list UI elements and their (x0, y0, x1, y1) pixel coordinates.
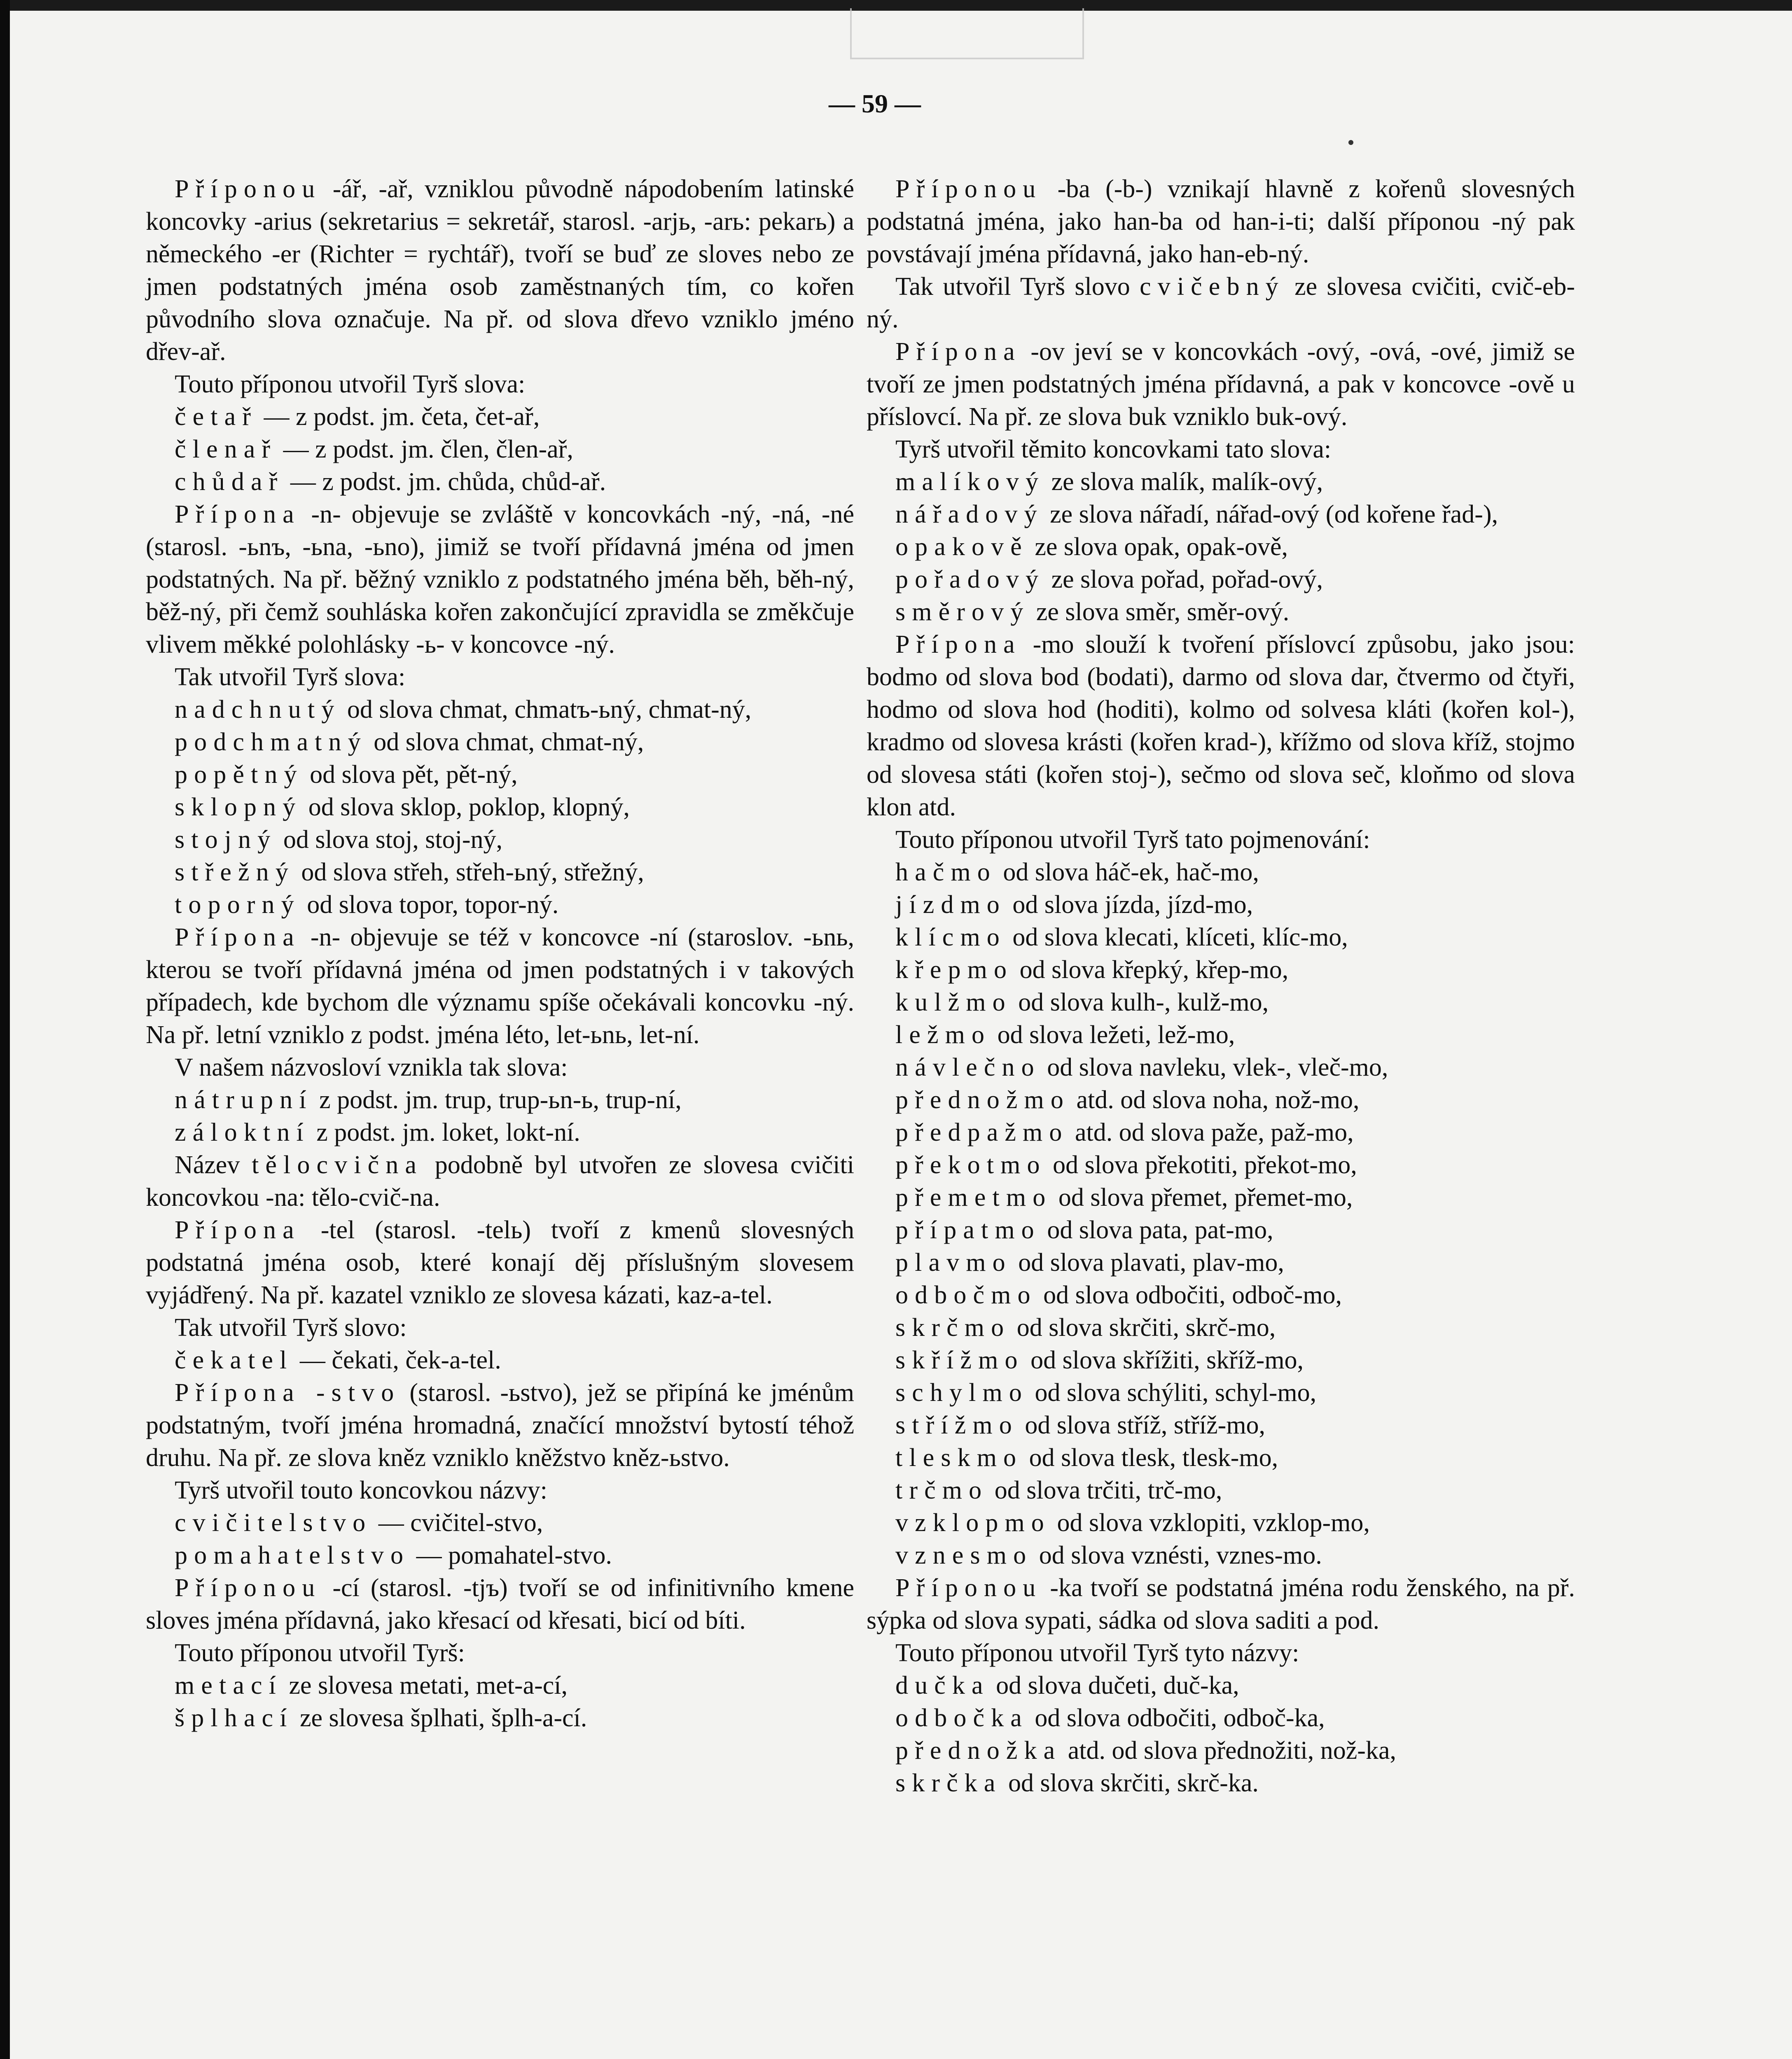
paragraph (146, 759, 854, 791)
spaced-term: Příponou (175, 1574, 322, 1602)
paragraph-text: od slova vzklopiti, vzklop-mo, (1050, 1509, 1370, 1537)
paragraph-text: V našem názvosloví vznikla tak slova: (175, 1053, 568, 1081)
paragraph (867, 1507, 1575, 1539)
paragraph (146, 1377, 854, 1474)
paragraph (146, 1539, 854, 1572)
paragraph-text: — z podst. jm. chůda, chůd-ař. (284, 468, 606, 496)
paragraph-text: z podst. jm. loket, lokt-ní. (310, 1118, 580, 1146)
spaced-term: Příponou (895, 1574, 1042, 1602)
spaced-term: metací (175, 1671, 283, 1699)
paragraph (867, 1312, 1575, 1344)
spaced-term: skrčka (895, 1769, 1002, 1797)
paragraph-text: od slova pět, pět-ný, (303, 761, 518, 789)
paragraph (146, 1669, 854, 1702)
paragraph (867, 531, 1575, 563)
paragraph (146, 498, 854, 661)
paragraph (146, 889, 854, 921)
paragraph (867, 1409, 1575, 1442)
spaced-term: sklopný (175, 793, 302, 821)
paragraph-text: ze slovesa cvičiti, cvič-eb-ný. (867, 273, 1575, 333)
paragraph (867, 433, 1575, 466)
print-speck (1348, 140, 1353, 145)
paragraph (867, 1669, 1575, 1702)
paragraph-text: Tak utvořil Tyrš slova: (175, 663, 406, 691)
paragraph-text: ze slovesa metati, met-a-cí, (282, 1671, 568, 1699)
paragraph-text: ze slova opak, opak-ově, (1028, 533, 1288, 561)
paragraph-text: Tak utvořil Tyrš slovo (895, 273, 1140, 301)
paragraph-text: od slova tlesk, tlesk-mo, (1023, 1444, 1278, 1472)
paragraph-text: -ář, -ař, vzniklou původně nápodobením latinské koncovky -arius (sekretarius = sekretář, starosl. -arjь, -arь: pekarь) a německého -er (Richter = rychtář), tvoří se buď ze sloves nebo ze jmen podstatných jména osob zaměstnaných tím, co kořen původního slova označuje. Na př. od slova dřevo vzniklo jméno dřev-ař. (146, 175, 854, 366)
spaced-term: skřížmo (895, 1346, 1024, 1374)
paragraph (146, 1474, 854, 1507)
paragraph-text: — pomahatel-stvo. (410, 1541, 612, 1569)
paragraph (867, 628, 1575, 824)
spaced-term: chůdař (175, 468, 284, 496)
paragraph-text: (starosl. -ьstvo), jež se připíná ke jménům podstatným, tvoří jména hromadná, značící množství bytostí téhož druhu. Na př. ze slova kněz vzniklo kněžstvo kněz-ьstvo. (146, 1379, 854, 1472)
spaced-term: členař (175, 435, 277, 463)
spaced-term: nářadový (895, 500, 1044, 528)
spaced-term: nátrupní (175, 1086, 313, 1114)
paragraph (146, 368, 854, 401)
paragraph (867, 921, 1575, 954)
paragraph-text: od slova přemet, přemet-mo, (1052, 1184, 1353, 1212)
paragraph (867, 1051, 1575, 1084)
spaced-term: schylmo (895, 1379, 1028, 1407)
paragraph (867, 1637, 1575, 1669)
paragraph (867, 173, 1575, 271)
binding-mark (850, 8, 1084, 59)
spaced-term: Přípona (175, 923, 301, 951)
paragraph (867, 336, 1575, 433)
paragraph-text: ze slova směr, směr-ový. (1030, 598, 1290, 626)
paragraph-text: od slova dučeti, duč-ka, (989, 1671, 1239, 1699)
paragraph (146, 1214, 854, 1312)
paragraph (867, 1344, 1575, 1377)
paragraph-text: od slova chmat, chmatъ-ьný, chmat-ný, (341, 696, 752, 724)
paragraph-text: od slova skrčiti, skrč-ka. (1002, 1769, 1259, 1797)
spaced-term: pořadový (895, 565, 1045, 593)
paragraph (146, 466, 854, 498)
paragraph (867, 466, 1575, 498)
paragraph-text: od slova kulh-, kulž-mo, (1012, 988, 1269, 1016)
paragraph (867, 1735, 1575, 1767)
paragraph-text: od slova vznésti, vznes-mo. (1033, 1541, 1322, 1569)
paragraph-text: -cí (starosl. -tjъ) tvoří se od infinitivního kmene sloves jména přídavná, jako křesací od křesati, bicí od bíti. (146, 1574, 854, 1634)
paragraph-text: Tak utvořil Tyrš slovo: (175, 1314, 407, 1342)
paragraph-text: ze slova pořad, pořad-ový, (1045, 565, 1323, 593)
paragraph-text: od slova skřížiti, skříž-mo, (1024, 1346, 1304, 1374)
spaced-term: toporný (175, 891, 301, 919)
paragraph-text: od slova chmat, chmat-ný, (367, 728, 644, 756)
paragraph-text: -tel (starosl. -telь) tvoří z kmenů slovesných podstatná jména osob, které konají děj příslušným slovesem vyjádřený. Na př. kazatel vzniklo ze slovesa kázati, kaz-a-tel. (146, 1216, 854, 1309)
paragraph-text: — z podst. jm. člen, člen-ař, (277, 435, 573, 463)
paragraph (867, 1181, 1575, 1214)
spaced-term: přemetmo (895, 1184, 1052, 1212)
page-number: — 59 — (829, 89, 921, 118)
spaced-term: hačmo (895, 858, 997, 886)
paragraph (867, 1149, 1575, 1181)
right-text-column (867, 173, 1575, 1800)
paragraph-text: od slova plavati, plav-mo, (1012, 1249, 1284, 1277)
paragraph (146, 1149, 854, 1214)
paragraph-text: -n- objevuje se též v koncovce -ní (staroslov. -ьnь, kterou se tvoří přídavná jména od jmen podstatných i v takových případech, kde bychom dle významu spíše očekávali koncovku -ný. Na př. letní vzniklo z podst. jména léto, let-ьnь, let-ní. (146, 923, 854, 1049)
paragraph (867, 1702, 1575, 1735)
paragraph (146, 661, 854, 693)
paragraph (867, 1377, 1575, 1409)
spaced-term: klícmo (895, 923, 1006, 951)
paragraph-text: atd. od slova paže, paž-mo, (1068, 1118, 1354, 1146)
paragraph-text: — čekati, ček-a-tel. (293, 1346, 501, 1374)
paragraph-text: od slova schýliti, schyl-mo, (1028, 1379, 1317, 1407)
spaced-term: čekatel (175, 1346, 294, 1374)
paragraph-text: od slova odbočiti, odboč-ka, (1028, 1704, 1325, 1732)
paragraph-text: atd. od slova přednožiti, nož-ka, (1061, 1737, 1396, 1765)
paragraph-text: od slova pata, pat-mo, (1040, 1216, 1273, 1244)
spaced-term: dučka (895, 1671, 990, 1699)
paragraph-text: — cvičitel-stvo, (372, 1509, 543, 1537)
spaced-term: ležmo (895, 1021, 991, 1049)
spaced-term: Příponou (175, 175, 322, 203)
spaced-term: odbočmo (895, 1281, 1037, 1309)
spaced-term: šplhací (175, 1704, 294, 1732)
paragraph (867, 986, 1575, 1019)
spaced-term: střežný (175, 858, 295, 886)
spaced-term: četař (175, 403, 258, 431)
paragraph-text: od slova trčiti, trč-mo, (988, 1476, 1222, 1504)
paragraph-text: od slova stříž, stříž-mo, (1018, 1411, 1266, 1439)
spaced-term: tleskmo (895, 1444, 1023, 1472)
paragraph (146, 791, 854, 824)
paragraph (867, 1442, 1575, 1474)
paragraph-text: od slova topor, topor-ný. (300, 891, 559, 919)
spaced-term: vznesmo (895, 1541, 1033, 1569)
spaced-term: podchmatný (175, 728, 367, 756)
spaced-term: nadchnutý (175, 696, 341, 724)
paragraph (146, 1051, 854, 1084)
paragraph-text: od slova navleku, vlek-, vleč-mo, (1040, 1053, 1388, 1081)
spaced-term: trčmo (895, 1476, 988, 1504)
paragraph-text: ze slovesa šplhati, šplh-a-cí. (293, 1704, 587, 1732)
paragraph-text: od slova sklop, poklop, klopný, (302, 793, 630, 821)
scanned-page (10, 0, 1792, 2059)
paragraph (867, 1019, 1575, 1051)
spaced-term: tělocvična (252, 1151, 423, 1179)
paragraph (146, 173, 854, 368)
spaced-term: přednožmo (895, 1086, 1070, 1114)
paragraph (146, 726, 854, 759)
spaced-term: cvičebný (1140, 273, 1285, 301)
paragraph (146, 1507, 854, 1539)
spaced-term: křepmo (895, 956, 1014, 984)
paragraph (867, 1572, 1575, 1637)
paragraph-text: -ba (-b-) vznikají hlavně z kořenů slovesných podstatná jména, jako han-ba od han-i-ti; další příponou -ný pak povstávají jména přídavná, jako han-eb-ný. (867, 175, 1575, 268)
paragraph-text: od slova klecati, klíceti, klíc-mo, (1006, 923, 1348, 951)
spaced-term: Přípona (175, 1216, 301, 1244)
paragraph (146, 1637, 854, 1669)
paragraph-text: od slova skrčiti, skrč-mo, (1010, 1314, 1276, 1342)
spaced-term: plavmo (895, 1249, 1012, 1277)
paragraph-text: ze slova malík, malík-ový, (1045, 468, 1323, 496)
paragraph (867, 1767, 1575, 1800)
paragraph-text: od slova stoj, stoj-ný, (277, 826, 502, 854)
paragraph-text: Touto příponou utvořil Tyrš tyto názvy: (895, 1639, 1299, 1667)
paragraph (867, 1084, 1575, 1116)
spaced-term: přípatmo (895, 1216, 1041, 1244)
spaced-term: záloktní (175, 1118, 310, 1146)
paragraph-text: od slova překotiti, překot-mo, (1046, 1151, 1357, 1179)
spaced-term: opakově (895, 533, 1028, 561)
spaced-term: cvičitelstvo (175, 1509, 372, 1537)
paragraph (146, 824, 854, 856)
paragraph-text: z podst. jm. trup, trup-ьn-ь, trup-ní, (313, 1086, 682, 1114)
spaced-term: přednožka (895, 1737, 1062, 1765)
paragraph (146, 1702, 854, 1735)
paragraph (867, 498, 1575, 531)
spaced-term: malíkový (895, 468, 1045, 496)
paragraph (146, 1084, 854, 1116)
paragraph (867, 563, 1575, 596)
spaced-term: skrčmo (895, 1314, 1011, 1342)
paragraph (146, 1572, 854, 1637)
paragraph-text: -ka tvoří se podstatná jména rodu ženského, na př. sýpka od slova sypati, sádka od slova saditi a pod. (867, 1574, 1575, 1634)
spaced-term: střížmo (895, 1411, 1019, 1439)
paragraph-text: Touto příponou utvořil Tyrš tato pojmenování: (895, 826, 1370, 854)
paragraph (867, 856, 1575, 889)
paragraph-text: Tyrš utvořil touto koncovkou názvy: (175, 1476, 547, 1504)
paragraph-text: od slova křepký, křep-mo, (1013, 956, 1289, 984)
paragraph-text: Touto příponou utvořil Tyrš slova: (175, 370, 526, 398)
spaced-term: vzklopmo (895, 1509, 1051, 1537)
paragraph (146, 1344, 854, 1377)
paragraph-text: — z podst. jm. četa, čet-ař, (257, 403, 540, 431)
spaced-term: kulžmo (895, 988, 1012, 1016)
paragraph (867, 1247, 1575, 1279)
paragraph (867, 1539, 1575, 1572)
paragraph-text: podobně byl utvořen ze slovesa cvičiti koncovkou -na: tělo-cvič-na. (146, 1151, 854, 1212)
spaced-term: Přípona (175, 500, 301, 528)
paragraph-text: od slova ležeti, lež-mo, (991, 1021, 1235, 1049)
paragraph-text: Touto příponou utvořil Tyrš: (175, 1639, 465, 1667)
paragraph-text: od slova jízda, jízd-mo, (1006, 891, 1253, 919)
paragraph-text: atd. od slova noha, nož-mo, (1070, 1086, 1360, 1114)
paragraph (867, 596, 1575, 628)
spaced-term: předpažmo (895, 1118, 1069, 1146)
paragraph (146, 921, 854, 1051)
paragraph (146, 856, 854, 889)
paragraph (146, 1312, 854, 1344)
paragraph-text: ze slova nářadí, nářad-ový (od kořene řad-), (1043, 500, 1498, 528)
paragraph-text: od slova střeh, střeh-ьný, střežný, (294, 858, 644, 886)
spaced-term: Přípona (895, 630, 1021, 658)
spaced-term: popětný (175, 761, 304, 789)
paragraph-text: -n- objevuje se zvláště v koncovkách -ný, -ná, -né (starosl. -ьnъ, -ьna, -ьno), jimiž se tvoří přídavná jména od jmen podstatných. Na př. běžný vzniklo z podstatného jména běh, běh-ný, běž-ný, při čemž souhláska kořen zakončující zpravidla se změkčuje vlivem měkké polohlásky -ь- v koncovce -ný. (146, 500, 854, 658)
paragraph-text: od slova odbočiti, odboč-mo, (1037, 1281, 1342, 1309)
spaced-term: Přípona (895, 338, 1021, 366)
paragraph-text: od slova háč-ek, hač-mo, (996, 858, 1259, 886)
paragraph (146, 433, 854, 466)
paragraph (867, 954, 1575, 986)
spaced-term: překotmo (895, 1151, 1047, 1179)
paragraph (867, 1214, 1575, 1247)
spaced-term: jízdmo (895, 891, 1006, 919)
paragraph (146, 693, 854, 726)
paragraph-text: -mo slouží k tvoření příslovcí způsobu, jako jsou: bodmo od slova bod (bodati), darmo od slova dar, čtvermo od čtyři, hodmo od slova hod (hoditi), kolmo od solvesa kláti (kořen kol-), kradmo od slovesa krásti (kořen krad-), křížmo od slova kříž, stojmo od slovesa státi (kořen stoj-), sečmo od slova seč, kloňmo od slova klon atd. (867, 630, 1575, 821)
paragraph (867, 271, 1575, 336)
spaced-term: odbočka (895, 1704, 1028, 1732)
spaced-term: návlečno (895, 1053, 1041, 1081)
spaced-term: směrový (895, 598, 1030, 626)
left-text-column (146, 173, 854, 1735)
paragraph (867, 889, 1575, 921)
spaced-term: Příponou (895, 175, 1042, 203)
paragraph (867, 1116, 1575, 1149)
paragraph (867, 1474, 1575, 1507)
spaced-term: Přípona -stvo (175, 1379, 401, 1407)
paragraph-text: Tyrš utvořil těmito koncovkami tato slova: (895, 435, 1332, 463)
paragraph-text: Název (175, 1151, 252, 1179)
spaced-term: stojný (175, 826, 277, 854)
paragraph-text: -ov jeví se v koncovkách -ový, -ová, -ové, jimiž se tvoří ze jmen podstatných jména přídavná, a pak v koncovce -ově u příslovcí. Na př. ze slova buk vzniklo buk-ový. (867, 338, 1575, 431)
spaced-term: pomahatelstvo (175, 1541, 410, 1569)
paragraph (146, 401, 854, 433)
paragraph (867, 1279, 1575, 1312)
paragraph (867, 824, 1575, 856)
paragraph (146, 1116, 854, 1149)
